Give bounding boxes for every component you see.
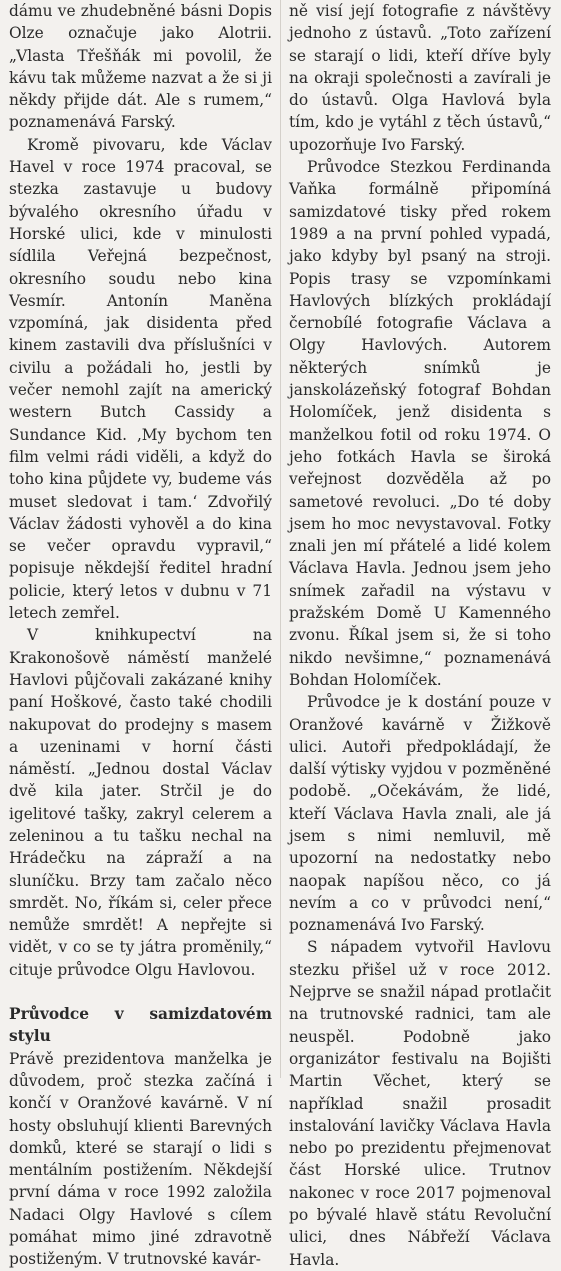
paragraph: dámu ve zhudebněné básni Dopis Olze označuje jako Alotrii. „Vlasta Třešňák mi povolil, že kávu tak můžeme nazvat a že si ji někdy přijde dát. Ale s rumem,“ poznamenává Farský.	[9, 2, 272, 132]
paragraph: ně visí její fotografie z návštěvy jednoho z ústavů. „Toto zařízení se starají o lidi, kteří dříve byly na okraji společnosti a zavírali je do ústavů. Olga Havlová byla tím, kdo je vytáhl z těch ústavů,“ upozorňuje Ivo Farský.	[289, 2, 551, 154]
left-column	[9, 0, 272, 1269]
paragraph: S nápadem vytvořil Havlovu stezku přišel už v roce 2012. Nejprve se snažil nápad protlačit na trutnovské radnici, tam ale neuspěl. Podobně jako organizátor festivalu na Bojišti Martin Věchet, který se například snažil prosadit instalování lavičky Václava Havla nebo po prezidentu přejmenovat část Horské ulice. Trutnov nakonec v roce 2017 pojmenoval po bývalé hlavě státu Revoluční ulici, dnes Nábřeží Václava Havla.	[289, 938, 551, 1269]
paragraph: Kromě pivovaru, kde Václav Havel v roce 1974 pracoval, se stezka zastavuje u budovy bývalého okresního úřadu v Horské ulici, kde v minulosti sídlila Veřejná bezpečnost, okresního soudu nebo kina Vesmír. Antonín Maněna vzpomíná, jak disidenta před kinem zastavili dva příslušníci v civilu a požádali ho, jestli by večer nemohl zajít na americký western Butch Cassidy a Sundance Kid. ‚My bychom ten film velmi rádi viděli, a když do toho kina půjdete vy, budeme vás muset sledovat i tam.‘ Zdvořilý Václav žádosti vyhověl a do kina se večer opravdu vypravil,“ popisuje někdejší ředitel hradní policie, který letos v dubnu v 71 letech zemřel.	[9, 135, 272, 623]
subheading: Průvodce v samizdatovém stylu	[9, 1005, 272, 1046]
section-spacer	[9, 981, 272, 1003]
paragraph: Průvodce je k dostání pouze v Oranžové kavárně v Žižkově ulici. Autoři předpokládají, že další výtisky vyjdou v pozměněné podobě. „Očekávám, že lidé, kteří Václava Havla znali, ale já jsem s nimi nemluvil, mě upozorní na nedostatky nebo naopak napíšou něco, co já nevím a co v průvodci není,“ poznamenává Ivo Farský.	[289, 693, 551, 935]
paragraph: Průvodce Stezkou Ferdinanda Vaňka formálně připomíná samizdatové tisky před rokem 1989 a na první pohled vypadá, jako kdyby byl psaný na stroji. Popis trasy se vzpomínkami Havlových blízkých prokládají černobílé fotografie Václava a Olgy Havlových. Autorem některých snímků je janskolázeňský fotograf Bohdan Holomíček, jenž disidenta s manželkou fotil od roku 1974. O jeho fotkách Havla se široká veřejnost dozvěděla až po sametové revoluci. „Do té doby jsem ho moc nevystavoval. Fotky znali jen mí přátelé a lidé kolem Václava Havla. Jednou jsem jeho snímek zařadil na výstavu v pražském Domě U Kamenného zvonu. Říkal jsem si, že si toho nikdo nevšimne,“ poznamenává Bohdan Holomíček.	[289, 158, 551, 689]
paragraph: Právě prezidentova manželka je důvodem, proč stezka začíná i končí v Oranžové kavárně. V ní hosty obsluhují klienti Barevných domků, které se starají o lidi s mentálním postižením. Někdejší první dáma v roce 1992 založila Nadaci Olgy Havlové s cílem pomáhat mimo jiné zdravotně postiženým. V trutnovské kavár-	[9, 1049, 272, 1269]
right-column	[289, 0, 551, 1269]
paragraph: V knihkupectví na Krakonošově náměstí manželé Havlovi půjčovali zakázané knihy paní Hoškové, často také chodili nakupovat do prodejny s masem a uzeninami v horní části náměstí. „Jednou dostal Václav dvě kila jater. Strčil je do igelitové tašky, zakryl celerem a zeleninou a tu tašku nechal na Hrádečku na zápraží a na sluníčku. Brzy tam začalo něco smrdět. No, říkám si, celer přece nemůže smrdět! A nepřejte si vidět, v co se ty játra proměnily,“ cituje průvodce Olgu Havlovou.	[9, 626, 272, 979]
column-divider	[280, 0, 281, 1078]
